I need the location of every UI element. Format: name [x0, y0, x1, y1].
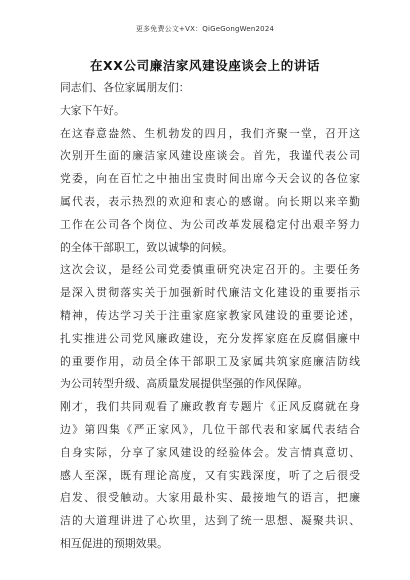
speech-body [60, 77, 360, 556]
text-line: 工作在公司各个岗位、为公司改革发展稳定付出艰辛努力 [60, 217, 360, 231]
text-line: 边》第四集《严正家风》，几位干部代表和家属代表结合 [60, 422, 360, 436]
text-line: 刚才，我们共同观看了廉政教育专题片《正风反腐就在身 [60, 400, 360, 414]
text-line: 属代表，表示热烈的欢迎和衷心的感谢。向长期以来辛勤 [60, 194, 360, 208]
text-line: 次别开生面的廉洁家风建设座谈会。首先，我谨代表公司 [60, 149, 360, 163]
text-line: 为公司转型升级、高质量发展提供坚强的作风保障。 [60, 377, 309, 391]
text-line: 感人至深，既有理论高度，又有实践深度，听了之后很受 [60, 468, 360, 482]
text-line: 同志们、各位家属朋友们： [60, 81, 190, 94]
text-line: 精神，传达学习关于注重家庭家教家风建设的重要论述， [60, 308, 360, 322]
text-line: 是深入贯彻落实关于加强新时代廉洁文化建设的重要指示 [60, 286, 360, 300]
text-line: 在这春意盎然、生机勃发的四月，我们齐聚一堂，召开这 [60, 126, 360, 140]
speech-title: 在XX公司廉洁家风建设座谈会上的讲话 [89, 58, 321, 73]
text-line: 党委，向在百忙之中抽出宝贵时间出席今天会议的各位家 [60, 172, 360, 186]
text-line: 自身实际，分享了家风建设的经验体会。发言情真意切、 [60, 445, 360, 459]
text-line: 这次会议，是经公司党委慎重研究决定召开的。主要任务 [60, 263, 360, 277]
header-note: 更多免费公文+VX：QiGeGongWen2024 [135, 25, 275, 33]
text-line: 的全体干部职工，致以诚挚的问候。 [60, 240, 233, 254]
text-line: 启发、很受触动。大家用最朴实、最接地气的语言，把廉 [60, 491, 360, 505]
text-line: 相互促进的预期效果。 [60, 536, 168, 550]
text-line: 的重要作用，动员全体干部职工及家属共筑家庭廉洁防线 [60, 354, 360, 368]
text-line: 洁的大道理讲进了心坎里，达到了统一思想、凝聚共识、 [60, 514, 360, 528]
text-line: 大家下午好。 [60, 103, 125, 117]
text-line: 扎实推进公司党风廉政建设，充分发挥家庭在反腐倡廉中 [60, 331, 360, 345]
